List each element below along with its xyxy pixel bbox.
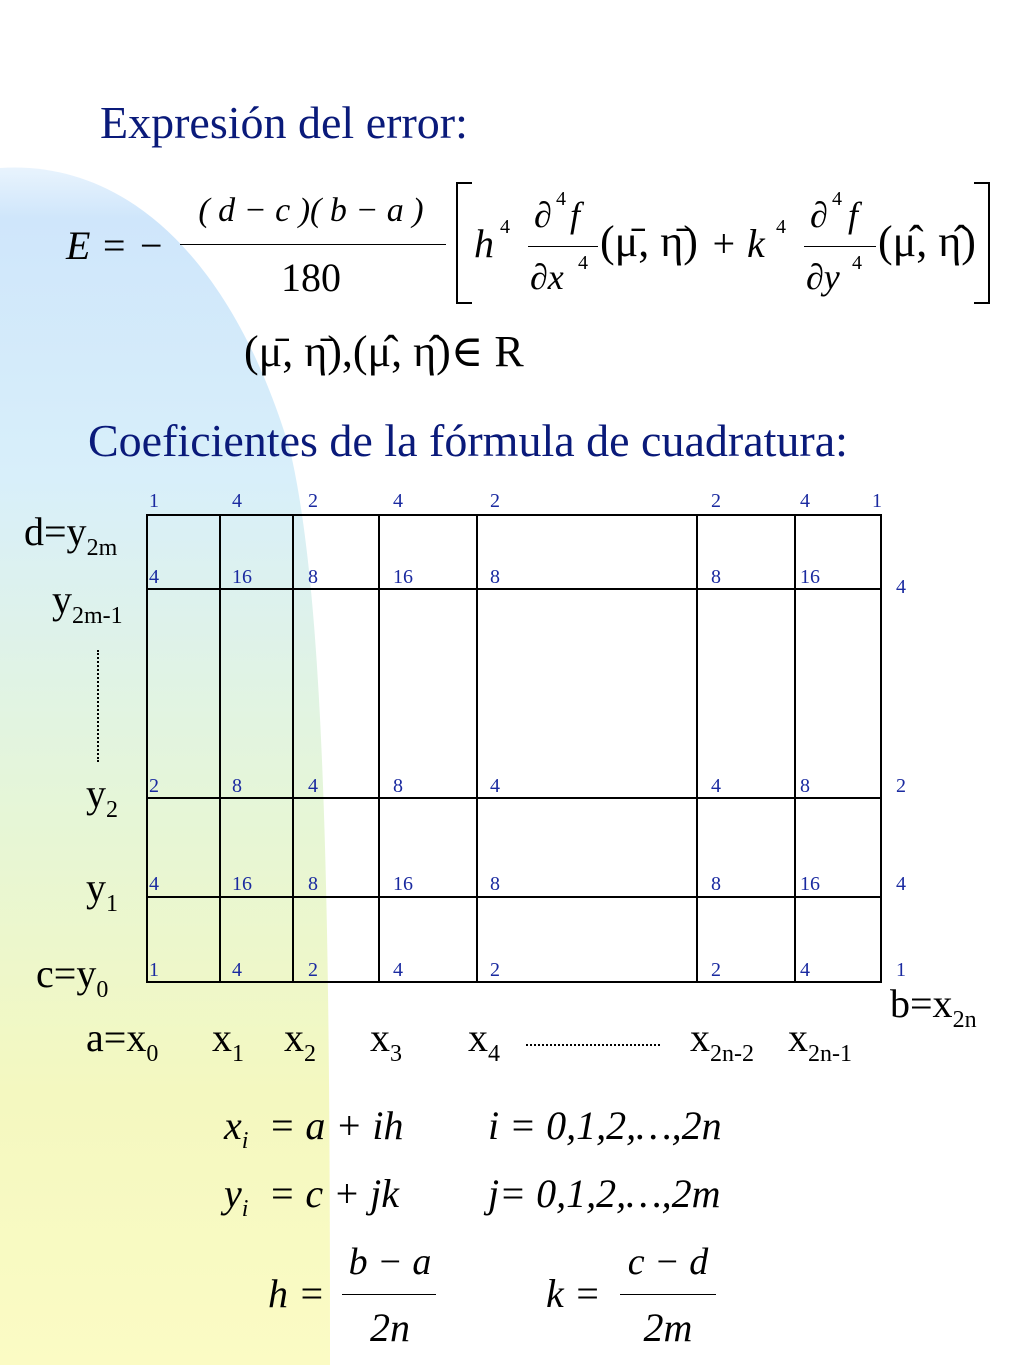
coefficient-label: 4 xyxy=(711,775,721,797)
coefficient-label: 2 xyxy=(896,775,906,797)
coefficient-label: 16 xyxy=(800,873,820,895)
coefficient-label: 1 xyxy=(149,490,159,512)
coefficient-label: 2 xyxy=(149,775,159,797)
partial-num-2: ∂ xyxy=(810,195,828,235)
coefficient-label: 16 xyxy=(232,566,252,588)
coefficient-label: 4 xyxy=(490,775,500,797)
coefficient-label: 4 xyxy=(393,959,403,981)
row-label-y1: $y_1$ xyxy=(86,865,118,917)
membership-statement: (μ̄, η̄),(μ̂, η̂)∈ R xyxy=(244,327,524,376)
h-fraction-bar xyxy=(342,1294,436,1295)
h-denominator: 2n xyxy=(370,1305,410,1350)
grid-outer-frame xyxy=(147,515,881,982)
plus-k: + k xyxy=(710,221,765,266)
row-label-y2m-1: $y_{2m-1}$ xyxy=(52,577,123,629)
coefficient-label: 2 xyxy=(308,490,318,512)
coefficient-label: 4 xyxy=(896,576,906,598)
partial-den-exp-1: 4 xyxy=(578,252,588,274)
coefficient-label: 2 xyxy=(711,959,721,981)
coefficient-label: 8 xyxy=(711,873,721,895)
coefficient-label: 4 xyxy=(800,959,810,981)
coefficient-label: 8 xyxy=(308,873,318,895)
coefficient-label: 8 xyxy=(393,775,403,797)
partial-num-f-2: f xyxy=(848,195,859,235)
h-numerator: b − a xyxy=(348,1241,432,1283)
heading-error: Expresión del error: xyxy=(100,97,468,148)
yi-formula: $y_i = c$ + jk xyxy=(224,1171,400,1222)
error-denominator: 180 xyxy=(281,255,341,300)
coefficient-label: 16 xyxy=(800,566,820,588)
h-exponent: 4 xyxy=(500,216,510,238)
col-label-x1: $x_1$ xyxy=(212,1015,244,1067)
k-exponent: 4 xyxy=(776,216,786,238)
x-ellipsis-dots xyxy=(526,1044,660,1046)
col-label-a: $a=x_0$ xyxy=(86,1015,159,1067)
coefficient-label: 8 xyxy=(800,775,810,797)
col-label-x2n-2: $x_{2n-2}$ xyxy=(690,1015,754,1067)
coefficient-label: 2 xyxy=(490,959,500,981)
args-2: (μ̂, η̂) xyxy=(878,217,976,266)
partial-num-f-1: f xyxy=(570,195,581,235)
coefficient-label: 8 xyxy=(490,873,500,895)
partial-den-2: ∂y xyxy=(806,257,840,297)
heading-coefficients: Coeficientes de la fórmula de cuadratura: xyxy=(88,415,848,466)
coefficient-label: 8 xyxy=(711,566,721,588)
error-lhs: E = − xyxy=(66,223,165,268)
col-label-b: $b=x_{2n}$ xyxy=(890,981,977,1033)
k-denominator: 2m xyxy=(643,1305,693,1350)
row-label-d: $d=y_{2m}$ xyxy=(24,509,118,561)
h-symbol: h xyxy=(474,221,494,266)
row-label-c: $c=y_0$ xyxy=(36,951,109,1003)
coefficient-label: 8 xyxy=(490,566,500,588)
coefficient-label: 16 xyxy=(393,566,413,588)
partial-num-1: ∂ xyxy=(534,195,552,235)
col-label-x3: $x_3$ xyxy=(370,1015,402,1067)
col-label-x2n-1: $x_{2n-1}$ xyxy=(788,1015,852,1067)
coefficient-label: 16 xyxy=(393,873,413,895)
coefficient-label: 1 xyxy=(149,959,159,981)
coefficient-label: 4 xyxy=(149,566,159,588)
coefficient-label: 4 xyxy=(800,490,810,512)
coefficient-label: 16 xyxy=(232,873,252,895)
coefficient-label: 4 xyxy=(232,959,242,981)
error-numerator: ( d − c )( b − a ) xyxy=(198,192,424,229)
coefficient-label: 2 xyxy=(308,959,318,981)
partial-den-exp-2: 4 xyxy=(852,252,862,274)
yi-range: j= 0,1,2,…,2m xyxy=(488,1171,721,1216)
col-label-x4: $x_4$ xyxy=(468,1015,500,1067)
partial-num-exp-1: 4 xyxy=(556,188,566,210)
k-lhs: k = xyxy=(546,1271,601,1316)
coefficient-label: 2 xyxy=(711,490,721,512)
coefficient-label: 2 xyxy=(490,490,500,512)
partial-num-exp-2: 4 xyxy=(832,188,842,210)
xi-range: i = 0,1,2,…,2n xyxy=(488,1103,722,1148)
h-lhs: h = xyxy=(268,1271,325,1316)
y-ellipsis-dots xyxy=(97,650,99,762)
partial-den-1: ∂x xyxy=(530,257,564,297)
coefficient-label: 1 xyxy=(896,959,906,981)
coefficient-label: 4 xyxy=(149,873,159,895)
coefficient-label: 4 xyxy=(308,775,318,797)
xi-formula: $x_i = a$ + ih xyxy=(224,1103,404,1154)
coefficient-label: 8 xyxy=(308,566,318,588)
k-fraction-bar xyxy=(620,1294,716,1295)
row-label-y2: $y_2$ xyxy=(86,771,118,823)
args-1: (μ̄, η̄) xyxy=(600,217,698,266)
coefficient-label: 8 xyxy=(232,775,242,797)
coefficient-label: 4 xyxy=(232,490,242,512)
coefficient-label: 4 xyxy=(393,490,403,512)
k-numerator: c − d xyxy=(627,1241,709,1283)
col-label-x2: $x_2$ xyxy=(284,1015,316,1067)
coefficient-label: 4 xyxy=(896,873,906,895)
coefficient-label: 1 xyxy=(872,490,882,512)
